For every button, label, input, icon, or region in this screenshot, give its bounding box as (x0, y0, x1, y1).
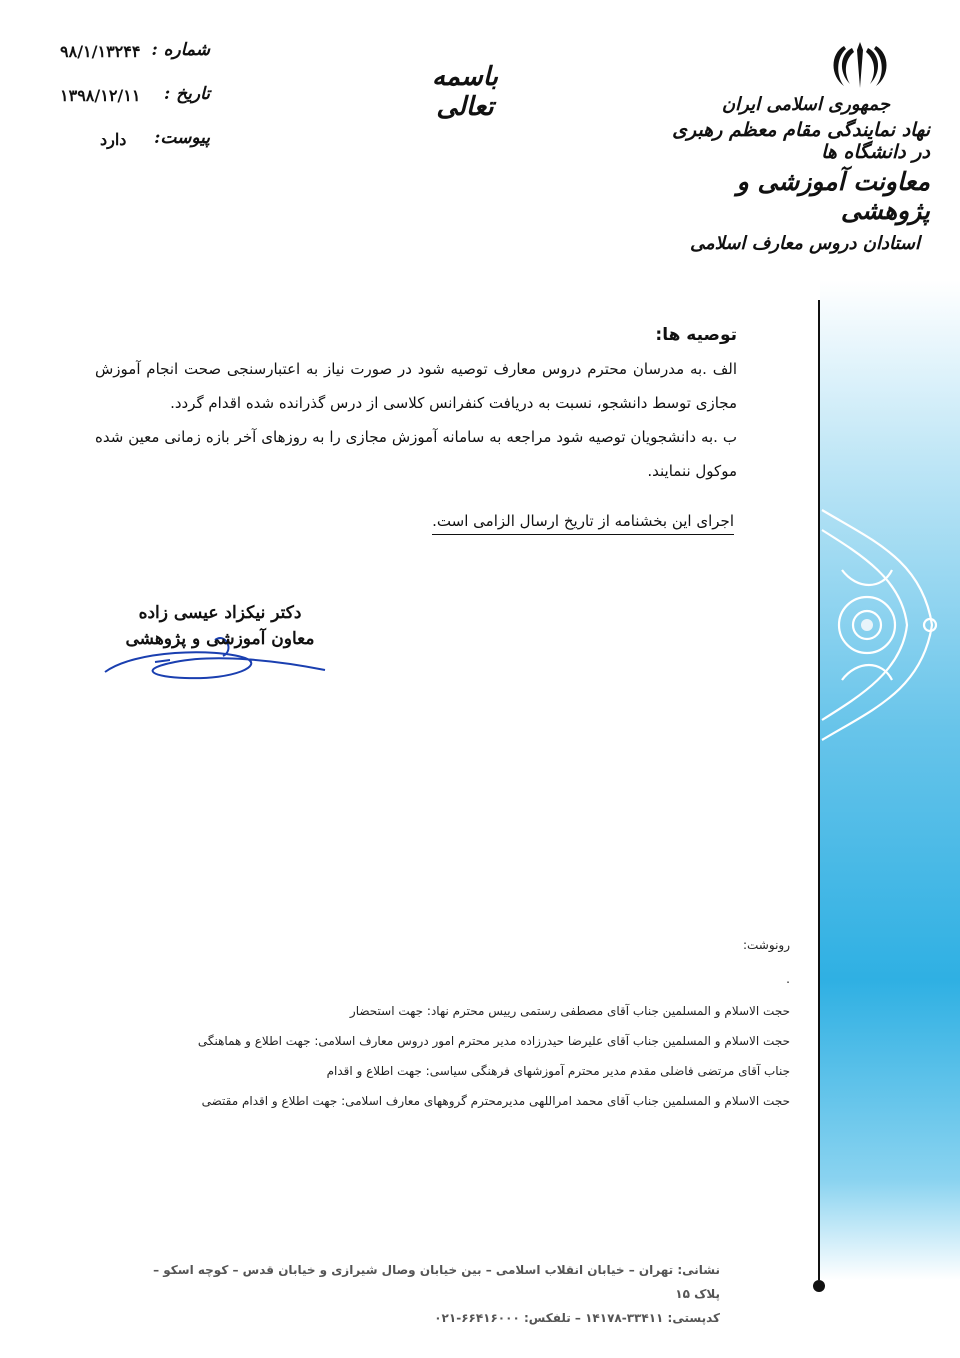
signer-name: دکتر نیکزاد عیسی زاده (138, 603, 302, 623)
decorative-side-band (820, 280, 960, 1280)
attachment-label: پیوست: (154, 128, 210, 148)
organization-header (670, 40, 930, 254)
recommendation-b: ب .به دانشجویان توصیه شود مراجعه به سامانه آموزش مجازی را به روزهای آخر بازه زمانی معین شده موکول ننمایند. (95, 428, 737, 480)
address-line: نشانی: تهران – خیابان انقلاب اسلامی – بین خیابان وصال شیرازی و خیابان قدس – کوچه اسکو – پلاک ۱۵ (153, 1263, 720, 1301)
cc-line: حجت الاسلام و المسلمین جناب آقای علیرضا حیدرزاده مدیر محترم امور دروس معارف اسلامی: جهت اطلاع و هماهنگی (197, 1034, 790, 1048)
org-country: جمهوری اسلامی ایران (721, 94, 890, 115)
floral-ornament-icon (812, 500, 942, 750)
bismillah-heading: باسمه تعالی (432, 62, 498, 122)
date-row (60, 84, 210, 128)
attachment-value: دارد (100, 130, 127, 149)
cc-line: جناب آقای مرتضی فاضلی مقدم مدیر محترم آموزشهای فرهنگی سیاسی: جهت اطلاع و اقدام (326, 1064, 790, 1078)
recommendation-a: الف .به مدرسان محترم دروس معارف توصیه شود در صورت نیاز به اعتبارسنجی صحت انجام آموزش مجازی توسط دانشجو، نسبت به دریافت کنفرانس کلاسی از درس گذرانده شده اقدام گردد. (95, 360, 737, 412)
cc-section (150, 938, 790, 1116)
margin-rule-dot (813, 1280, 825, 1292)
letter-meta (60, 40, 210, 172)
signer-title: معاون آموزشی و پژوهشی (125, 629, 315, 649)
cc-line: حجت الاسلام و المسلمین جناب آقای مصطفی رستمی رییس محترم نهاد: جهت استحضار (349, 1004, 790, 1018)
signature-block (120, 600, 320, 652)
number-label: شماره : (151, 40, 210, 60)
org-deputy: معاونت آموزشی و پژوهشی (736, 167, 930, 225)
iran-emblem-icon (830, 40, 890, 90)
cc-line: حجت الاسلام و المسلمین جناب آقای محمد امراللهی مدیرمحترم گروههای معارف اسلامی: جهت اطلاع و اقدام مقتضی (201, 1094, 790, 1108)
number-value: ۹۸/۱/۱۳۲۴۴ (60, 42, 141, 61)
number-row (60, 40, 210, 84)
attachment-row (60, 128, 210, 172)
recommendations-heading: توصیه ها: (655, 325, 737, 345)
org-institution: نهاد نمایندگی مقام معظم رهبری در دانشگاه ها (672, 119, 930, 163)
org-department: استادان دروس معارف اسلامی (689, 233, 920, 254)
date-value: ۱۳۹۸/۱۲/۱۱ (60, 86, 141, 105)
footer-address (150, 1258, 720, 1330)
cc-dot: . (786, 972, 790, 986)
execution-note: اجرای این بخشنامه از تاریخ ارسال الزامی است. (432, 512, 734, 535)
letter-body (95, 318, 737, 488)
date-label: تاریخ : (163, 84, 210, 104)
margin-rule-line (818, 300, 820, 1280)
postal-line: کدپستی: ۳۳۴۱۱-۱۴۱۷۸ – تلفکس: ۶۶۴۱۶۰۰۰-۰۲۱ (434, 1311, 720, 1325)
cc-title: رونوشت: (742, 938, 790, 952)
